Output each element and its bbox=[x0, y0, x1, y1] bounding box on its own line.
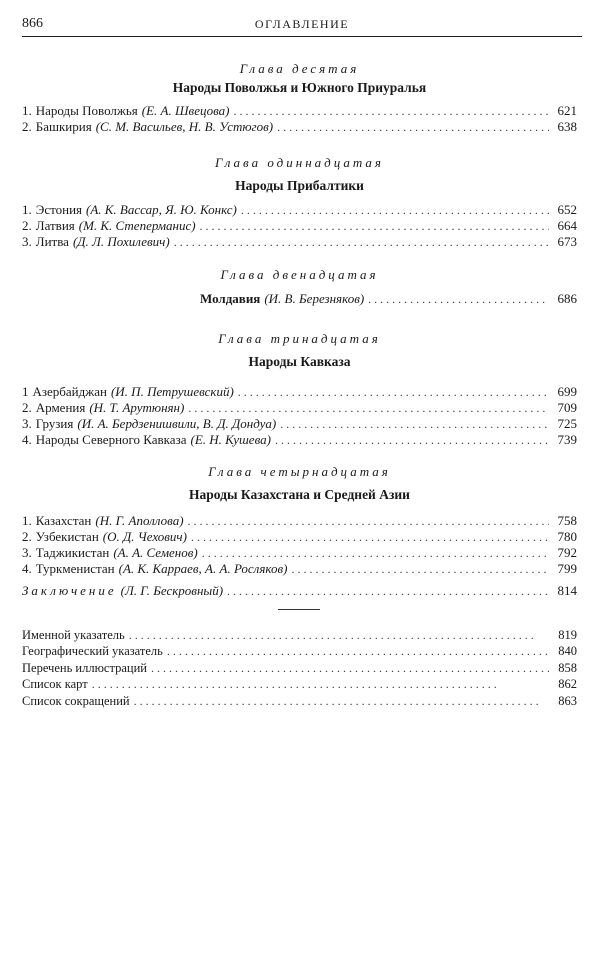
chapter-12 bbox=[22, 266, 577, 284]
entry-page: 686 bbox=[557, 291, 577, 306]
entry-author: (Л. Г. Бескровный) bbox=[120, 583, 224, 598]
entry-page: 799 bbox=[557, 561, 577, 576]
dot-leader bbox=[241, 202, 549, 218]
toc-entry[interactable] bbox=[22, 234, 577, 250]
dot-leader bbox=[291, 561, 549, 577]
toc-entry[interactable] bbox=[22, 545, 577, 561]
entry-title: Географический указатель bbox=[22, 644, 163, 659]
chapter-label: Глава десятая bbox=[239, 61, 360, 76]
entry-page: 863 bbox=[558, 693, 577, 708]
toc-entry[interactable] bbox=[22, 384, 577, 400]
entry-title: Заключение bbox=[22, 583, 117, 598]
dot-leader bbox=[151, 660, 549, 676]
dot-leader bbox=[129, 627, 549, 643]
section-separator bbox=[278, 609, 320, 610]
entry-author: (О. Д. Чехович) bbox=[102, 529, 187, 544]
entry-page: 858 bbox=[558, 660, 577, 675]
entry-author: (А. А. Семенов) bbox=[113, 545, 198, 560]
chapter-14 bbox=[22, 463, 577, 599]
toc-entry[interactable] bbox=[22, 416, 577, 432]
entry-title: Азербайджан bbox=[32, 384, 107, 399]
entry-number: 1. bbox=[22, 202, 32, 217]
dot-leader bbox=[188, 513, 549, 529]
dot-leader bbox=[134, 693, 549, 709]
toc-entry[interactable] bbox=[22, 627, 577, 643]
entry-title: Народы Поволжья bbox=[35, 103, 138, 118]
entry-page: 792 bbox=[557, 545, 577, 560]
entry-number: 4. bbox=[22, 561, 32, 576]
entry-page: 621 bbox=[557, 103, 577, 118]
toc-entry[interactable] bbox=[200, 291, 577, 307]
running-title: ОГЛАВЛЕНИЕ bbox=[254, 17, 350, 31]
entry-author: (Д. Л. Похилевич) bbox=[72, 234, 170, 249]
entry-page: 673 bbox=[557, 234, 577, 249]
chapter-label: Глава тринадцатая bbox=[218, 331, 381, 346]
entry-number: 2. bbox=[22, 400, 32, 415]
entry-title: Эстония bbox=[35, 202, 83, 217]
running-head bbox=[22, 14, 582, 37]
entry-title: Литва bbox=[35, 234, 69, 249]
dot-leader bbox=[188, 400, 549, 416]
dot-leader bbox=[174, 234, 549, 250]
chapter-label: Глава двенадцатая bbox=[220, 267, 379, 282]
chapter-title: Народы Прибалтики bbox=[235, 178, 364, 193]
dot-leader bbox=[202, 545, 549, 561]
entry-author: (Е. Н. Кушева) bbox=[190, 432, 271, 447]
toc-entry-conclusion[interactable] bbox=[22, 583, 577, 599]
entry-page: 699 bbox=[557, 384, 577, 399]
entry-title: Казахстан bbox=[35, 513, 92, 528]
entry-number: 2. bbox=[22, 218, 32, 233]
chapter-title: Народы Кавказа bbox=[248, 354, 351, 369]
entry-author: (Е. А. Швецова) bbox=[141, 103, 230, 118]
entry-number: 1. bbox=[22, 513, 32, 528]
toc-entry[interactable] bbox=[22, 529, 577, 545]
entry-title: Башкирия bbox=[35, 119, 92, 134]
entry-page: 725 bbox=[557, 416, 577, 431]
toc-entry[interactable] bbox=[22, 119, 577, 135]
entry-title: Латвия bbox=[35, 218, 75, 233]
entry-page: 862 bbox=[558, 677, 577, 692]
dot-leader bbox=[275, 432, 549, 448]
entry-author: (И. В. Березняков) bbox=[264, 291, 365, 306]
entry-page: 819 bbox=[558, 628, 577, 642]
entry-title: Туркменистан bbox=[35, 561, 115, 576]
toc-entry[interactable] bbox=[22, 202, 577, 218]
entry-title: Перечень иллюстраций bbox=[22, 660, 147, 675]
dot-leader bbox=[167, 643, 549, 659]
entry-number: 2. bbox=[22, 529, 32, 544]
entry-number: 3. bbox=[22, 234, 32, 249]
entry-author: (И. П. Петрушевский) bbox=[110, 384, 234, 399]
entry-number: 2. bbox=[22, 119, 32, 134]
toc-entry[interactable] bbox=[22, 693, 577, 709]
toc-entry[interactable] bbox=[22, 432, 577, 448]
toc-entry[interactable] bbox=[22, 643, 577, 659]
dot-leader bbox=[191, 529, 549, 545]
entry-title: Список сокращений bbox=[22, 693, 130, 708]
entry-author: (А. К. Карраев, А. А. Росляков) bbox=[118, 561, 288, 576]
toc-entry[interactable] bbox=[22, 400, 577, 416]
chapter-title: Народы Казахстана и Средней Азии bbox=[189, 487, 410, 502]
entry-page: 739 bbox=[557, 432, 577, 447]
index-section bbox=[22, 627, 577, 709]
entry-page: 814 bbox=[557, 583, 577, 598]
dot-leader bbox=[277, 119, 549, 135]
entry-author: (Н. Т. Арутюнян) bbox=[89, 400, 185, 415]
toc-entry[interactable] bbox=[22, 103, 577, 119]
entry-author: (С. М. Васильев, Н. В. Устюгов) bbox=[95, 119, 274, 134]
entry-title: Армения bbox=[35, 400, 86, 415]
entry-page: 638 bbox=[557, 119, 577, 134]
dot-leader bbox=[280, 416, 549, 432]
toc-entry[interactable] bbox=[22, 676, 577, 692]
entry-number: 3. bbox=[22, 416, 32, 431]
entry-title: Таджикистан bbox=[35, 545, 110, 560]
dot-leader bbox=[227, 583, 549, 599]
entry-page: 780 bbox=[557, 529, 577, 544]
dot-leader bbox=[92, 676, 549, 692]
dot-leader bbox=[200, 218, 549, 234]
entry-page: 840 bbox=[558, 644, 577, 659]
page-number: 866 bbox=[22, 16, 43, 31]
toc-entry[interactable] bbox=[22, 513, 577, 529]
entry-title: Список карт bbox=[22, 677, 88, 692]
chapter-label: Глава одиннадцатая bbox=[215, 155, 384, 170]
toc-entry[interactable] bbox=[22, 660, 577, 676]
chapter-13 bbox=[22, 330, 577, 448]
toc-entry[interactable] bbox=[22, 218, 577, 234]
chapter-label: Глава четырнадцатая bbox=[208, 464, 391, 479]
entry-number: 1. bbox=[22, 103, 32, 118]
dot-leader bbox=[368, 291, 549, 307]
entry-page: 758 bbox=[557, 513, 577, 528]
dot-leader bbox=[238, 384, 549, 400]
dot-leader bbox=[234, 103, 549, 119]
entry-author: (А. К. Вассар, Я. Ю. Конкс) bbox=[86, 202, 237, 217]
entry-page: 709 bbox=[557, 400, 577, 415]
entry-page: 652 bbox=[557, 202, 577, 217]
entry-number: 4. bbox=[22, 432, 32, 447]
entry-page: 664 bbox=[557, 218, 577, 233]
entry-title: Именной указатель bbox=[22, 628, 125, 642]
toc-entry[interactable] bbox=[22, 561, 577, 577]
chapter-11 bbox=[22, 154, 577, 250]
entry-title: Молдавия bbox=[200, 291, 261, 306]
entry-author: (И. А. Бердзенишвили, В. Д. Дондуа) bbox=[77, 416, 277, 431]
chapter-title: Народы Поволжья и Южного Приуралья bbox=[172, 80, 427, 95]
entry-author: (М. К. Степерманис) bbox=[78, 218, 196, 233]
entry-title: Узбекистан bbox=[35, 529, 99, 544]
entry-number: 3. bbox=[22, 545, 32, 560]
entry-author: (Н. Г. Аполлова) bbox=[95, 513, 184, 528]
chapter-10 bbox=[22, 60, 577, 135]
entry-title: Грузия bbox=[35, 416, 74, 431]
entry-number: 1 bbox=[22, 384, 29, 399]
entry-title: Народы Северного Кавказа bbox=[35, 432, 187, 447]
